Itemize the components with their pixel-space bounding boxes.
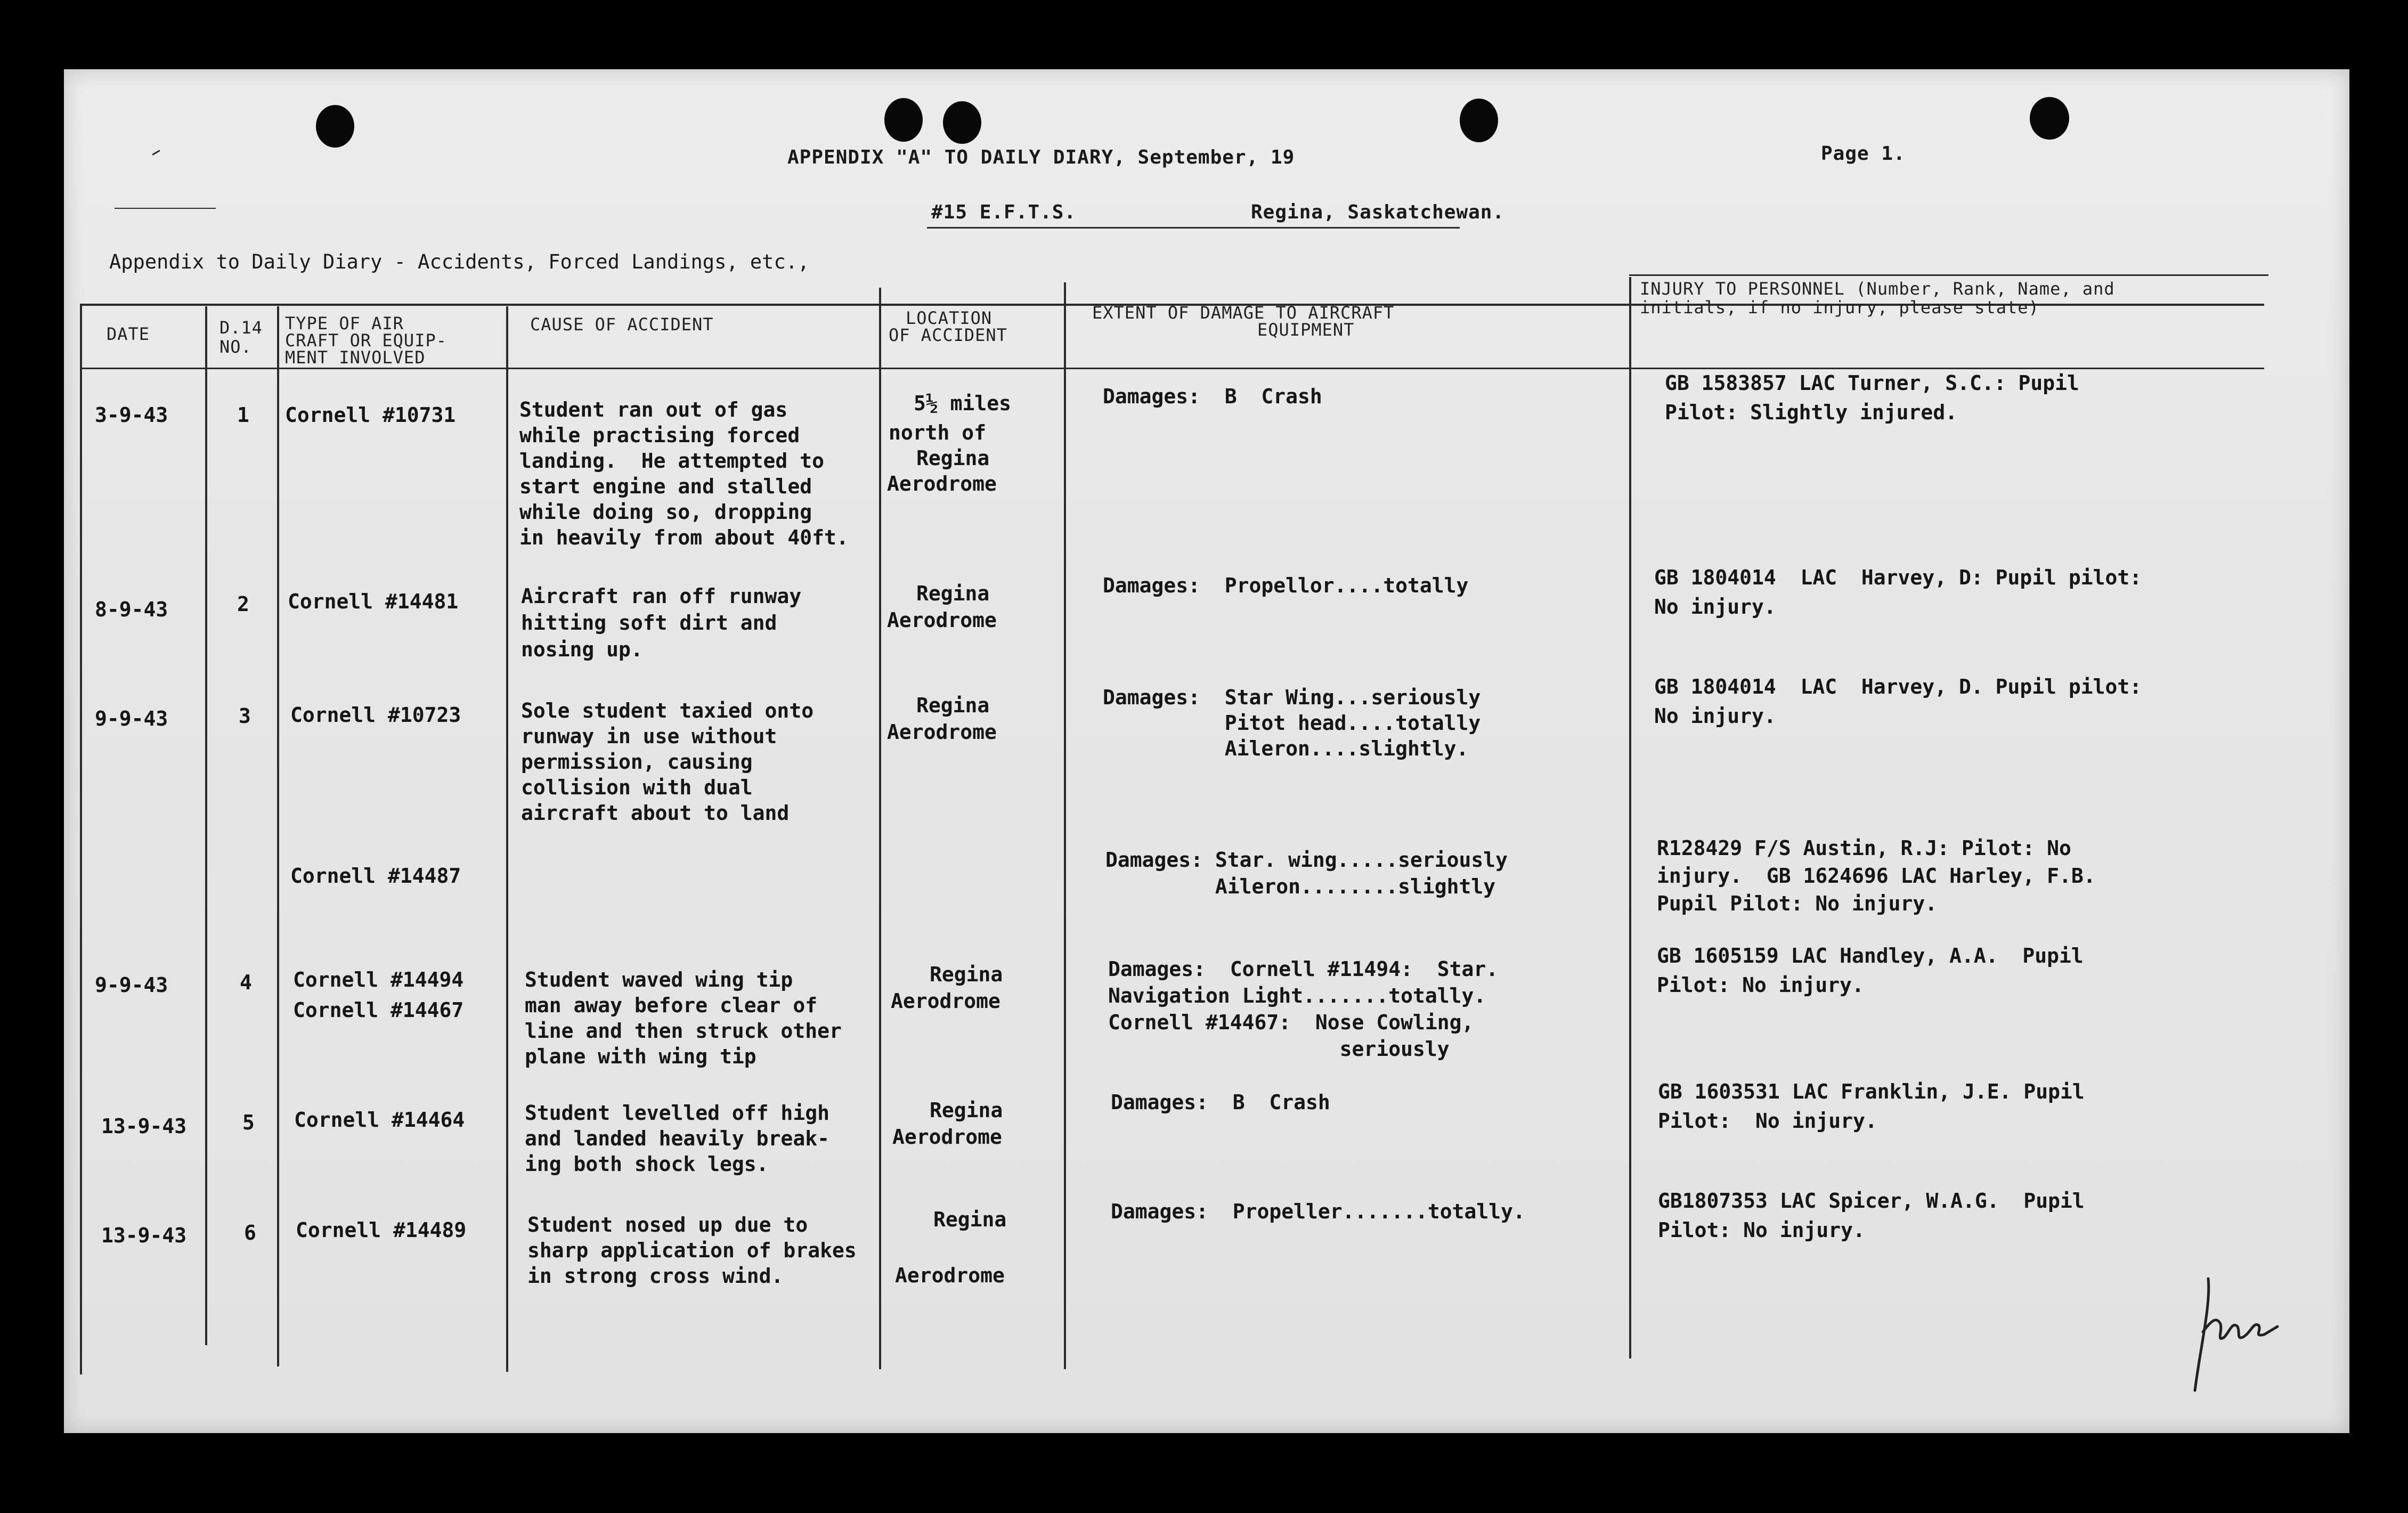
row-injury-line: No injury. — [1654, 704, 1776, 728]
row-location-line: Regina — [933, 1208, 1007, 1231]
row-number: 2 — [237, 592, 249, 616]
row-damage-line: Aileron....slightly. — [1103, 737, 1469, 760]
row-date: 9-9-43 — [95, 707, 168, 730]
row-cause-line: sharp application of brakes — [527, 1239, 857, 1262]
row-cause-line: in heavily from about 40ft. — [519, 526, 849, 549]
row-cause-line: aircraft about to land — [521, 801, 790, 825]
row-number: 3 — [239, 704, 251, 728]
row-aircraft: Cornell #10731 — [285, 403, 456, 427]
row-cause-line: nosing up. — [521, 638, 643, 661]
row-cause-line: and landed heavily break- — [525, 1127, 829, 1150]
row-number: 5 — [242, 1111, 255, 1134]
row-injury-line: Pilot: No injury. — [1658, 1218, 1865, 1242]
row-location-line: Aerodrome — [887, 472, 997, 495]
row-cause-line: while practising forced — [519, 424, 800, 447]
row-damage-line: Aileron........slightly — [1105, 875, 1496, 898]
column-header-location-1: LOCATION — [906, 308, 993, 328]
column-header-cause: CAUSE OF ACCIDENT — [530, 314, 714, 335]
row-cause-line: in strong cross wind. — [527, 1264, 784, 1288]
punch-hole-3 — [943, 101, 981, 144]
row-injury-line: R128429 F/S Austin, R.J: Pilot: No — [1657, 836, 2071, 860]
appendix-subtitle: Appendix to Daily Diary - Accidents, Forced Landings, etc., — [109, 250, 810, 273]
row-location-line: Aerodrome — [887, 720, 997, 744]
row-injury-line: Pilot: No injury. — [1658, 1109, 1877, 1133]
row-injury-line: No injury. — [1654, 595, 1776, 619]
row-cause-line: plane with wing tip — [525, 1045, 756, 1068]
row-number: 6 — [244, 1221, 256, 1244]
col-divider-1 — [205, 306, 207, 1345]
column-header-location-2: OF ACCIDENT — [889, 325, 1007, 345]
row-location-line: Regina — [916, 446, 990, 470]
col-divider-2 — [277, 306, 279, 1366]
row-injury-line: Pilot: Slightly injured. — [1665, 401, 1958, 424]
row-cause-line: Student levelled off high — [525, 1101, 829, 1125]
row-number: 1 — [237, 403, 249, 427]
row-cause-line: start engine and stalled — [519, 475, 812, 498]
row-injury-line: GB 1605159 LAC Handley, A.A. Pupil — [1657, 944, 2084, 967]
row-location-line: 5½ miles — [914, 392, 1012, 415]
col-divider-6 — [1629, 277, 1631, 1359]
column-header-damage-1: EXTENT OF DAMAGE TO AIRCRAFT — [1092, 303, 1395, 323]
row-aircraft-2: Cornell #14467 — [293, 998, 464, 1022]
row-location-line: Aerodrome — [895, 1264, 1005, 1287]
unit-location: Regina, Saskatchewan. — [1251, 201, 1505, 223]
row-injury-line: injury. GB 1624696 LAC Harley, F.B. — [1657, 864, 2096, 888]
row-date: 8-9-43 — [95, 598, 168, 621]
row-injury-line: GB1807353 LAC Spicer, W.A.G. Pupil — [1658, 1189, 2085, 1213]
column-header-injury-2: initials, if no injury, please state) — [1640, 297, 2039, 318]
punch-hole-2 — [884, 98, 923, 142]
row-number: 4 — [240, 971, 252, 994]
row-aircraft: Cornell #14464 — [294, 1108, 465, 1132]
table-top-right — [1629, 274, 2268, 276]
row-injury-line: GB 1804014 LAC Harvey, D: Pupil pilot: — [1654, 566, 2142, 589]
row-cause-line: Aircraft ran off runway — [521, 584, 802, 608]
row-location-line: north of — [889, 421, 987, 444]
row-cause-line: ing both shock legs. — [525, 1152, 769, 1176]
row-damage-line: Damages: Star. wing.....seriously — [1105, 848, 1508, 872]
row-date: 3-9-43 — [95, 403, 168, 427]
row-date: 13-9-43 — [101, 1115, 187, 1138]
row-injury-line: GB 1583857 LAC Turner, S.C.: Pupil — [1665, 371, 2079, 395]
row-cause-line: while doing so, dropping — [519, 500, 812, 524]
column-header-date: DATE — [107, 324, 150, 344]
col-divider-4 — [879, 288, 881, 1369]
row-injury-line: GB 1603531 LAC Franklin, J.E. Pupil — [1658, 1080, 2085, 1103]
row-damage-line: Navigation Light.......totally. — [1108, 984, 1486, 1007]
pencil-mark — [115, 208, 216, 209]
document-title: APPENDIX "A" TO DAILY DIARY, September, 19 — [787, 147, 1295, 168]
row-injury-line: Pilot: No injury. — [1657, 973, 1864, 997]
row-damage-line: Damages: B Crash — [1103, 385, 1322, 408]
row-cause-line: collision with dual — [521, 776, 753, 799]
row-cause-line: runway in use without — [521, 725, 777, 748]
column-header-no-2: NO. — [219, 337, 252, 357]
row-location-line: Regina — [916, 694, 990, 717]
column-header-type-3: MENT INVOLVED — [285, 347, 426, 368]
column-header-type-2: CRAFT OR EQUIP- — [285, 330, 447, 351]
row-cause-line: hitting soft dirt and — [521, 611, 777, 635]
row-aircraft: Cornell #14481 — [288, 590, 459, 613]
row-damage-line: Damages: Star Wing...seriously — [1103, 686, 1481, 709]
row-aircraft: Cornell #10723 — [290, 703, 461, 727]
row-injury-line: Pupil Pilot: No injury. — [1657, 892, 1938, 915]
row-cause-line: permission, causing — [521, 750, 753, 774]
row-injury-line: GB 1804014 LAC Harvey, D. Pupil pilot: — [1654, 675, 2142, 698]
col-divider-left — [80, 304, 82, 1374]
column-header-no-1: D.14 — [219, 318, 263, 338]
header-underline — [927, 227, 1460, 229]
row-damage-line: Pitot head....totally — [1103, 711, 1481, 735]
row-cause-line: Student ran out of gas — [519, 398, 788, 421]
row-cause-line: line and then struck other — [525, 1019, 842, 1043]
page-number: Page 1. — [1821, 143, 1906, 165]
col-divider-5 — [1064, 282, 1066, 1369]
header-bottom-border — [80, 368, 2264, 369]
row-damage-line: Damages: B Crash — [1111, 1091, 1330, 1114]
column-header-type-1: TYPE OF AIR — [285, 313, 404, 333]
row-aircraft: Cornell #14487 — [290, 864, 461, 888]
row-aircraft: Cornell #14494 — [293, 968, 464, 991]
row-date: 9-9-43 — [95, 973, 168, 997]
row-damage-line: Damages: Cornell #11494: Star. — [1108, 957, 1499, 981]
row-location-line: Regina — [916, 582, 990, 605]
punch-hole-5 — [2030, 97, 2069, 140]
row-damage-line: Cornell #14467: Nose Cowling, — [1108, 1011, 1474, 1034]
row-damage-line: Damages: Propeller.......totally. — [1111, 1200, 1525, 1223]
row-location-line: Regina — [930, 1099, 1003, 1122]
punch-hole-4 — [1460, 99, 1498, 142]
row-cause-line: Sole student taxied onto — [521, 699, 814, 722]
row-damage-line: Damages: Propellor....totally — [1103, 574, 1469, 597]
row-location-line: Aerodrome — [892, 1125, 1002, 1149]
col-divider-3 — [506, 306, 508, 1372]
handwritten-initials — [2179, 1268, 2285, 1401]
row-cause-line: Student waved wing tip — [525, 968, 793, 991]
column-header-damage-2: EQUIPMENT — [1257, 320, 1355, 340]
punch-hole-1 — [316, 105, 354, 148]
row-aircraft: Cornell #14489 — [296, 1218, 467, 1242]
row-location-line: Regina — [930, 963, 1003, 986]
unit-name: #15 E.F.T.S. — [931, 201, 1077, 223]
row-cause-line: Student nosed up due to — [527, 1213, 808, 1237]
row-cause-line: man away before clear of — [525, 994, 818, 1017]
row-damage-line: seriously — [1108, 1037, 1450, 1061]
row-location-line: Aerodrome — [887, 608, 997, 632]
column-header-injury-1: INJURY TO PERSONNEL (Number, Rank, Name, and — [1640, 279, 2115, 299]
row-cause-line: landing. He attempted to — [519, 449, 824, 473]
row-date: 13-9-43 — [101, 1224, 187, 1247]
row-location-line: Aerodrome — [891, 989, 1000, 1013]
